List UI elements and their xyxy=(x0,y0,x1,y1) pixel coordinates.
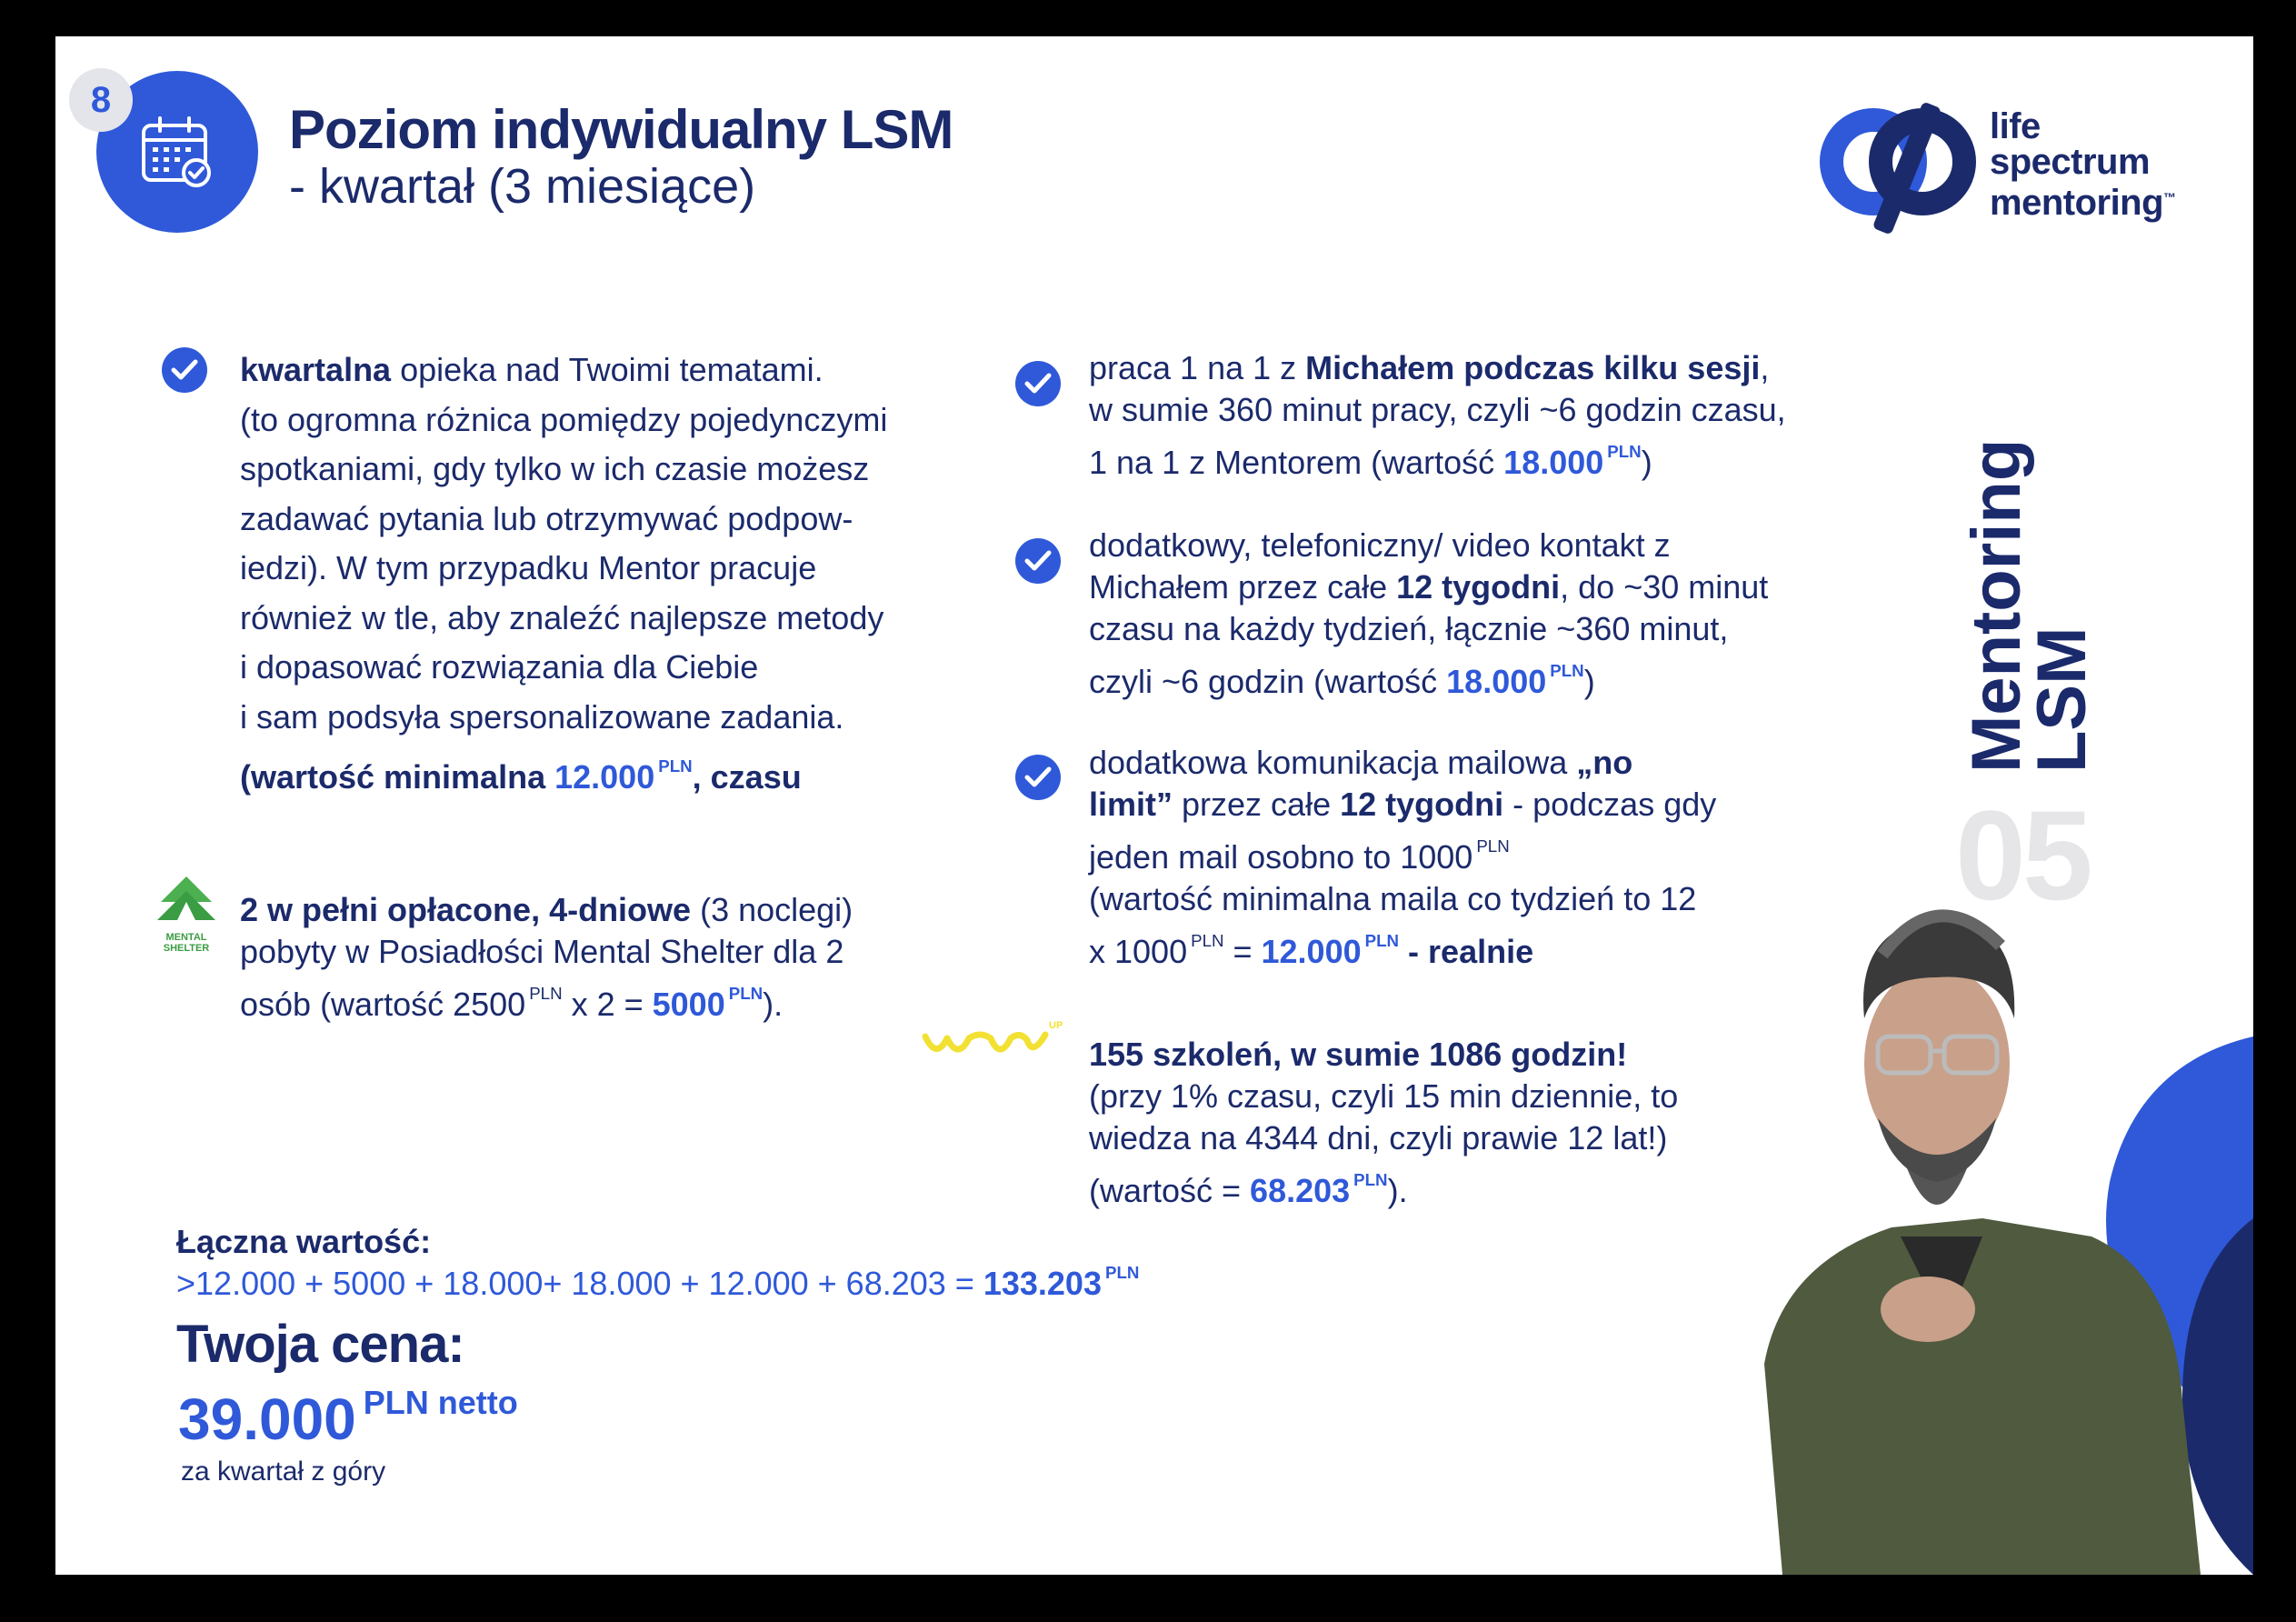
mental-shelter-logo: MENTAL SHELTER xyxy=(152,875,221,956)
lsm-logo-mark-icon xyxy=(1817,91,1981,236)
lsm-logo xyxy=(1817,91,2217,236)
total-value-label: Łączna wartość: xyxy=(176,1223,432,1260)
right-item-mail: dodatkowa komunikacja mailowa „no limit” przez całe 12 tygodni - podczas gdy jeden mail osobno to 1000 $^{PLN}$ (wartość minimalna maila co tydzień to 12 x 1000 $^{PLN}$ = 12.000 $^{PLN}$ - realnie xyxy=(1089,744,1717,970)
right-item-sessions: praca 1 na 1 z Michałem podczas kilku sesji, w sumie 360 minut pracy, czyli ~6 godzin czasu, 1 na 1 z Mentorem (wartość 18.000 $^{PLN}$) xyxy=(1089,349,1786,481)
left-item-mental-shelter: 2 w pełni opłacone, 4-dniowe (3 noclegi) pobyty w Posiadłości Mental Shelter dla 2 osób (wartość 2500 $^{PLN}$ x 2 = 5000 $^{PLN}$). xyxy=(240,891,854,1023)
logo-wordmark: life spectrum mentoring™ xyxy=(1990,106,2176,223)
value-amount: 68.203 xyxy=(1250,1171,1351,1209)
check-icon xyxy=(1015,755,1061,800)
value-amount: 5000 xyxy=(652,985,725,1023)
right-item-trainings: 155 szkoleń, w sumie 1086 godzin! (przy 1% czasu, czyli 15 min dziennie, to wiedza na 4344 dni, czyli prawie 12 lat!) (wartość = 68.203 $^{PLN}$). xyxy=(1089,1036,1679,1209)
price-note: za kwartał z góry xyxy=(181,1457,386,1487)
value-amount: 12.000 xyxy=(554,757,655,796)
side-label: Mentoring LSM xyxy=(1958,438,2101,773)
check-icon xyxy=(1015,538,1061,584)
mental-shelter-leaf-icon xyxy=(152,875,221,927)
way-up-logo-icon xyxy=(920,1018,1056,1073)
value-amount: 18.000 xyxy=(1446,662,1547,700)
check-icon xyxy=(162,347,207,393)
way-up-logo: UP xyxy=(920,1018,1111,1082)
value-amount: 12.000 xyxy=(1261,932,1362,970)
right-item-phone-contact: dodatkowy, telefoniczny/ video kontakt z Michałem przez całe 12 tygodni, do ~30 minut czasu na każdy tydzień, łącznie ~360 minut, czyli ~6 godzin (wartość 18.000 $^{PLN}$) xyxy=(1089,526,1769,700)
total-value-calculation: >12.000 + 5000 + 18.000+ 18.000 + 12.000 + 68.203 = 133.203 $^{PLN}$ xyxy=(176,1263,1140,1302)
presenter-photo xyxy=(1710,891,2253,1575)
offer-page xyxy=(55,36,2253,1575)
price-label: Twoja cena: xyxy=(176,1315,464,1374)
left-item-quarterly-care: kwartalna opieka nad Twoimi tematami. (to ogromna różnica pomiędzy pojedynczymi spotkaniami, gdy tylko w ich czasie możesz zadawać pytania lub otrzymywać podpow- iedzi). W tym przypadku Mentor pracuje również w tle, aby znaleźć najlepsze metody i dopasować rozwiązania dla Ciebie i sam podsyła spersonalizowane zadania. (wartość minimalna 12.000 $^{PLN}$, czasu xyxy=(240,351,888,796)
check-icon xyxy=(1015,361,1061,406)
page-subtitle: - kwartał (3 miesiące) xyxy=(289,159,756,214)
total-value-amount: 133.203 xyxy=(983,1264,1102,1302)
page-number-badge: 8 xyxy=(69,68,133,132)
section-number: 05 xyxy=(1955,784,2090,926)
price-amount: 39.000 $^{PLN netto}$ xyxy=(178,1384,518,1452)
calendar-check-icon xyxy=(140,115,215,189)
value-amount: 18.000 xyxy=(1503,443,1604,481)
page-title: Poziom indywidualny LSM xyxy=(289,99,953,160)
